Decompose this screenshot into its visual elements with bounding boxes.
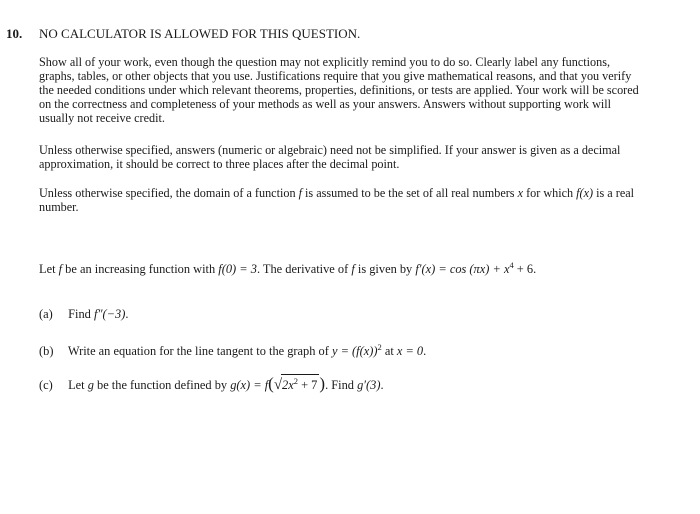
sqrt-radicand [281,374,319,393]
part-a [39,307,128,322]
sqrt-sign-glyph: √ [273,377,283,393]
part-c-lhs: g(x) = f [230,378,269,392]
part-a-end: . [125,307,129,321]
part-b [39,342,426,359]
part-c-label: (c) [39,378,53,392]
right-paren-glyph: ) [319,374,326,393]
part-c-end: . [380,378,384,392]
domain-x-symbol: x [517,186,524,200]
part-c-radicand-exponent: 2 [293,376,298,386]
stem-derivative-lhs: f′(x) = cos (πx) + x [415,262,510,276]
domain-f-symbol: f [298,186,302,200]
part-a-text: Find [68,307,94,321]
part-a-math: f″(−3) [93,307,126,321]
stem-text-1: Let [39,262,59,276]
stem-f-symbol-2: f [351,262,355,276]
part-b-math-2: x = 0 [396,344,424,358]
part-b-label: (b) [39,344,54,358]
part-b-end: . [423,344,427,358]
part-c-target: g′(3) [357,378,381,392]
stem-f-symbol-1: f [58,262,63,276]
part-c [39,374,384,394]
instructions-paragraph-answers: Unless otherwise specified, answers (numeric or algebraic) need not be simplified. If your answer is given as a decimal approximation, it should be correct to three places after the decimal point. [39,143,621,171]
part-c-radicand-rest: + 7 [298,378,318,392]
stem-text-3: . The derivative of [256,262,352,276]
stem-derivative-rhs: + 6. [513,262,537,276]
domain-text-4: is a real number. [39,186,635,214]
stem-text-2: be an increasing function with [62,262,219,276]
question-title: NO CALCULATOR IS ALLOWED FOR THIS QUESTION. [39,26,361,41]
left-paren-glyph: ( [268,374,274,393]
question-number: 10. [6,26,23,41]
part-c-mid: be the function defined by [93,378,231,392]
part-c-find: . Find [325,378,358,392]
domain-fx-symbol: f(x) [576,186,594,200]
instructions-paragraph-domain [39,186,639,214]
stem-text-4: is given by [354,262,416,276]
part-c-g-symbol: g [87,378,94,392]
part-b-text: Write an equation for the line tangent to the graph of [67,344,332,358]
stem-derivative-exponent: 4 [509,260,514,270]
problem-stem [39,260,679,277]
part-c-text: Let [68,378,88,392]
domain-text-3: for which [523,186,577,200]
instructions-paragraph-work: Show all of your work, even though the question may not explicitly remind you to do so. Clearly label any functions, graphs, tables, or other objects that you use. Justifications require that you give mathematical reasons, and that you verify the needed conditions under which relevant theorems, properties, definitions, or tests are applied. Your work will be scored on the correctness and completeness of your methods as well as your answers. Answers without supporting work will usually not receive credit. [39,55,639,125]
stem-initial-condition: f(0) = 3 [218,262,257,276]
part-b-mid: at [381,344,397,358]
part-a-label: (a) [39,307,53,321]
part-b-exponent: 2 [377,342,382,352]
domain-text-2: is assumed to be the set of all real numbers [301,186,518,200]
part-b-math: y = (f(x)) [331,344,378,358]
part-c-radicand: 2x [282,378,294,392]
domain-text-1: Unless otherwise specified, the domain of a function [39,186,299,200]
